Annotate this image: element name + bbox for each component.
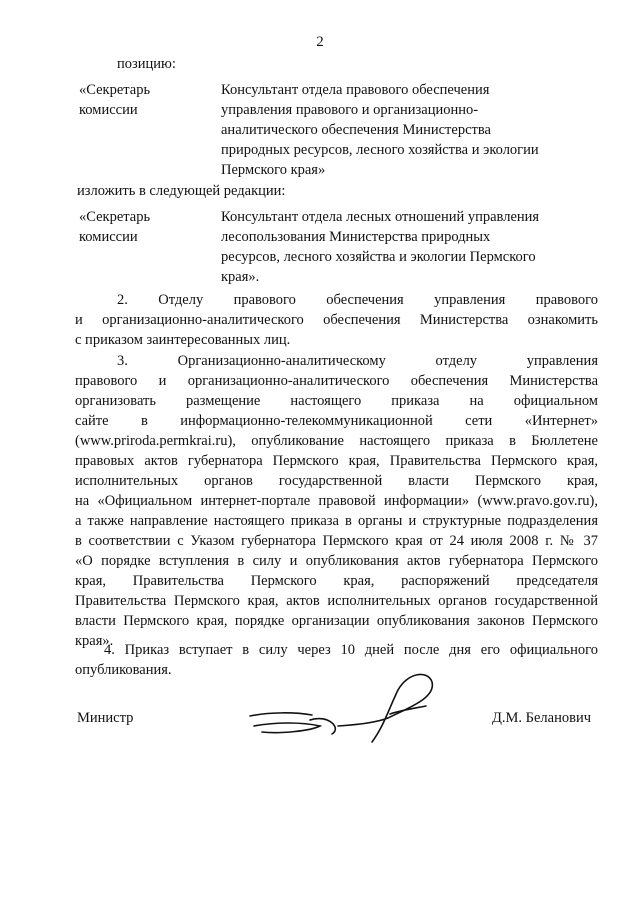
new-role-line: «Секретарь — [79, 209, 151, 225]
item3-line: края». — [75, 633, 114, 649]
new-desc-line: края». — [221, 269, 260, 285]
item3-line: на «Официальном интернет-портале правовой информации» (www.pravo.gov.ru), — [75, 493, 598, 509]
item2-line: 2. Отделу правового обеспечения управления правового — [117, 292, 598, 308]
new-entry-description — [221, 207, 539, 287]
old-role-line: комиссии — [79, 102, 138, 118]
item3-line: «О порядке вступления в силу и опубликования актов губернатора Пермского — [75, 553, 598, 569]
page-number: 2 — [316, 34, 324, 50]
new-entry-role — [79, 207, 150, 247]
new-desc-line: Консультант отдела лесных отношений управления — [221, 209, 540, 225]
item3-line: 3. Организационно-аналитическому отделу управления — [117, 353, 598, 369]
intro-text: позицию: — [117, 56, 176, 72]
item3-line: власти Пермского края, порядке организации опубликования законов Пермского — [75, 613, 598, 629]
new-desc-line: лесопользования Министерства природных — [221, 229, 491, 245]
new-desc-line: ресурсов, лесного хозяйства и экологии Пермского — [221, 249, 536, 265]
old-entry-role — [79, 80, 150, 120]
handwritten-signature — [240, 668, 450, 748]
old-desc-line: управления правового и организационно- — [221, 102, 479, 118]
item3-line: правовых актов губернатора Пермского края, Правительства Пермского края, — [75, 453, 598, 469]
signer-name: Д.М. Беланович — [492, 710, 592, 726]
old-role-line: «Секретарь — [79, 82, 151, 98]
signer-title: Министр — [77, 710, 134, 726]
item3-line: а также направление настоящего приказа в органы и структурные подразделения — [75, 513, 598, 529]
item4-line: опубликования. — [75, 662, 172, 678]
item3-line: Правительства Пермского края, актов исполнительных органов государственной — [75, 593, 598, 609]
item3-line: исполнительных органов государственной власти Пермского края, — [75, 473, 598, 489]
new-role-line: комиссии — [79, 229, 138, 245]
item3-line: в соответствии с Указом губернатора Пермского края от 24 июля 2008 г. № 37 — [75, 533, 598, 549]
paragraph-item-2 — [75, 290, 598, 350]
item2-line: и организационно-аналитического обеспечения Министерства ознакомить — [75, 312, 598, 328]
transition-text: изложить в следующей редакции: — [77, 183, 286, 199]
item3-line: сайте в информационно-телекоммуникационной сети «Интернет» — [75, 413, 598, 429]
item2-line: с приказом заинтересованных лиц. — [75, 332, 291, 348]
item3-line: края, Правительства Пермского края, распоряжений председателя — [75, 573, 598, 589]
item3-line: организовать размещение настоящего приказа на официальном — [75, 393, 598, 409]
item4-line: 4. Приказ вступает в силу через 10 дней после дня его официального — [104, 642, 598, 658]
old-entry-description — [221, 80, 539, 180]
old-desc-line: аналитического обеспечения Министерства — [221, 122, 491, 138]
paragraph-item-3 — [75, 351, 598, 651]
old-desc-line: природных ресурсов, лесного хозяйства и экологии — [221, 142, 539, 158]
item3-line: правового и организационно-аналитического обеспечения Министерства — [75, 373, 598, 389]
old-desc-line: Пермского края» — [221, 162, 326, 178]
old-desc-line: Консультант отдела правового обеспечения — [221, 82, 490, 98]
item3-line: (www.priroda.permkrai.ru), опубликование настоящего приказа в Бюллетене — [75, 433, 598, 449]
